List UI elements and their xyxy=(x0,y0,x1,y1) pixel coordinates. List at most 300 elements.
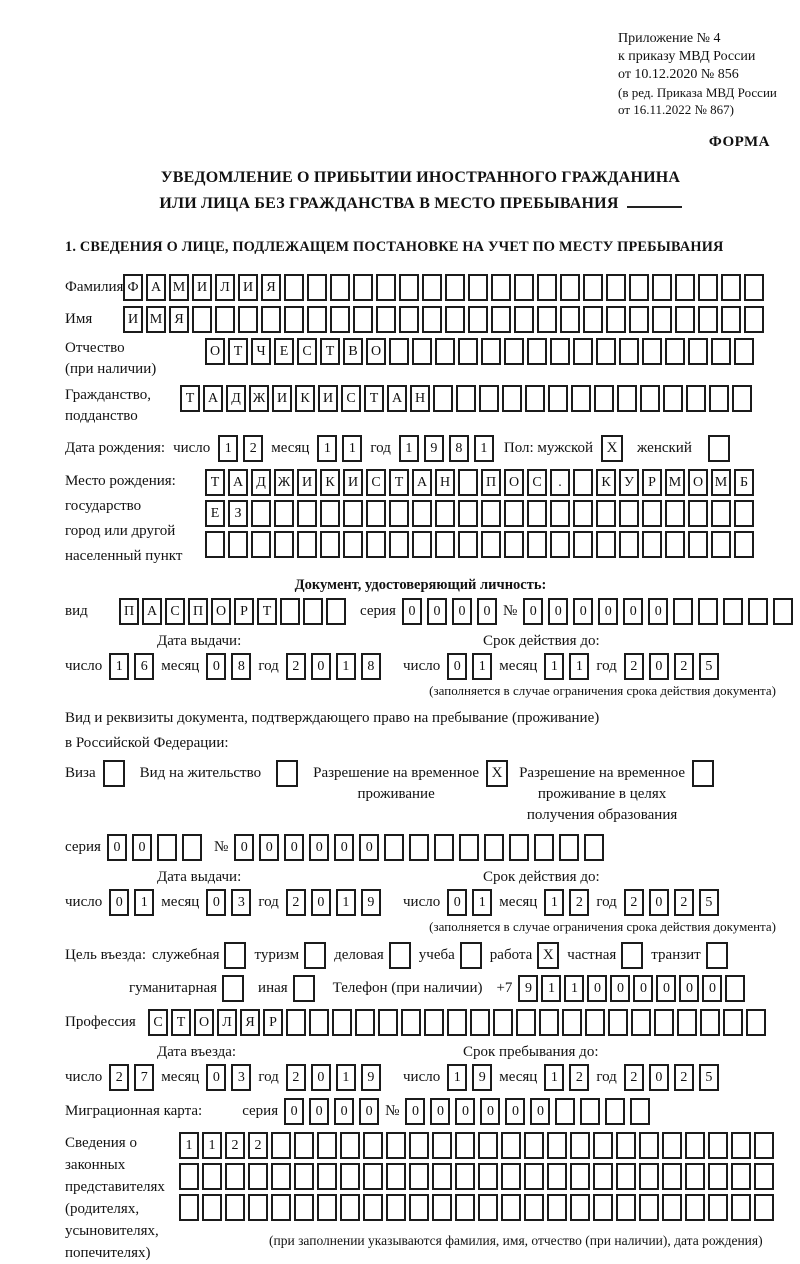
form-cell[interactable]: 1 xyxy=(134,889,154,916)
form-cell[interactable]: И xyxy=(192,274,212,301)
form-cell[interactable] xyxy=(596,500,616,527)
form-cell[interactable] xyxy=(294,1194,314,1221)
form-cell[interactable] xyxy=(271,1194,291,1221)
form-cell[interactable] xyxy=(748,598,768,625)
form-cell[interactable]: Ж xyxy=(274,469,294,496)
form-cell[interactable] xyxy=(744,306,764,333)
form-cell[interactable] xyxy=(458,531,478,558)
form-cell[interactable]: 9 xyxy=(361,1064,381,1091)
form-cell[interactable]: 1 xyxy=(474,435,494,462)
form-cell[interactable] xyxy=(481,338,501,365)
form-cell[interactable]: И xyxy=(238,274,258,301)
form-cell[interactable]: Н xyxy=(410,385,430,412)
form-cell[interactable] xyxy=(675,306,695,333)
form-cell[interactable] xyxy=(340,1163,360,1190)
form-cell[interactable] xyxy=(455,1194,475,1221)
form-cell[interactable]: 0 xyxy=(334,1098,354,1125)
form-cell[interactable] xyxy=(708,1132,728,1159)
form-cell[interactable]: 0 xyxy=(649,889,669,916)
form-cell[interactable]: Т xyxy=(205,469,225,496)
form-cell[interactable]: П xyxy=(119,598,139,625)
form-cell[interactable] xyxy=(734,531,754,558)
form-cell[interactable] xyxy=(434,834,454,861)
form-cell[interactable]: 0 xyxy=(284,1098,304,1125)
form-cell[interactable] xyxy=(202,1194,222,1221)
form-cell[interactable] xyxy=(527,500,547,527)
form-cell[interactable]: 5 xyxy=(699,653,719,680)
form-cell[interactable] xyxy=(363,1163,383,1190)
form-cell[interactable]: 0 xyxy=(427,598,447,625)
form-cell[interactable] xyxy=(445,274,465,301)
form-cell[interactable] xyxy=(639,1163,659,1190)
form-cell[interactable]: 0 xyxy=(109,889,129,916)
form-cell[interactable] xyxy=(202,1163,222,1190)
form-cell[interactable] xyxy=(320,531,340,558)
form-cell[interactable] xyxy=(516,1009,536,1036)
form-cell[interactable]: 1 xyxy=(472,889,492,916)
form-cell[interactable]: 2 xyxy=(674,889,694,916)
form-cell[interactable] xyxy=(685,1163,705,1190)
form-cell[interactable]: 2 xyxy=(286,653,306,680)
form-cell[interactable] xyxy=(698,274,718,301)
form-cell[interactable]: О xyxy=(504,469,524,496)
form-cell[interactable] xyxy=(317,1194,337,1221)
form-cell[interactable] xyxy=(596,531,616,558)
form-cell[interactable] xyxy=(642,338,662,365)
form-cell[interactable]: 0 xyxy=(447,653,467,680)
form-cell[interactable] xyxy=(353,274,373,301)
form-cell[interactable]: К xyxy=(295,385,315,412)
form-cell[interactable]: Л xyxy=(217,1009,237,1036)
form-cell[interactable] xyxy=(399,306,419,333)
form-cell[interactable]: 0 xyxy=(402,598,422,625)
form-cell[interactable] xyxy=(711,500,731,527)
form-cell[interactable] xyxy=(363,1194,383,1221)
form-cell[interactable] xyxy=(555,1098,575,1125)
form-cell[interactable] xyxy=(353,306,373,333)
form-cell[interactable] xyxy=(709,385,729,412)
form-cell[interactable]: 2 xyxy=(624,889,644,916)
form-cell[interactable] xyxy=(215,306,235,333)
form-cell[interactable]: 1 xyxy=(202,1132,222,1159)
form-cell[interactable]: 0 xyxy=(259,834,279,861)
form-cell[interactable] xyxy=(340,1194,360,1221)
form-cell[interactable] xyxy=(251,500,271,527)
form-cell[interactable] xyxy=(686,385,706,412)
form-cell[interactable] xyxy=(619,338,639,365)
form-cell[interactable] xyxy=(606,274,626,301)
form-cell[interactable] xyxy=(685,1132,705,1159)
form-cell[interactable] xyxy=(629,306,649,333)
form-cell[interactable]: 9 xyxy=(424,435,444,462)
form-cell[interactable]: 2 xyxy=(674,653,694,680)
form-cell[interactable]: 0 xyxy=(623,598,643,625)
form-cell[interactable]: И xyxy=(343,469,363,496)
form-cell[interactable] xyxy=(491,274,511,301)
form-cell[interactable] xyxy=(539,1009,559,1036)
residence-permit-checkbox[interactable] xyxy=(276,760,298,787)
form-cell[interactable] xyxy=(746,1009,766,1036)
form-cell[interactable] xyxy=(481,531,501,558)
form-cell[interactable]: С xyxy=(297,338,317,365)
form-cell[interactable] xyxy=(642,500,662,527)
form-cell[interactable]: А xyxy=(228,469,248,496)
form-cell[interactable] xyxy=(547,1132,567,1159)
form-cell[interactable] xyxy=(479,385,499,412)
form-cell[interactable] xyxy=(332,1009,352,1036)
form-cell[interactable] xyxy=(340,1132,360,1159)
form-cell[interactable] xyxy=(596,338,616,365)
form-cell[interactable] xyxy=(261,306,281,333)
form-cell[interactable]: 1 xyxy=(544,653,564,680)
form-cell[interactable]: М xyxy=(169,274,189,301)
form-cell[interactable]: 1 xyxy=(399,435,419,462)
form-cell[interactable] xyxy=(484,834,504,861)
form-cell[interactable] xyxy=(708,1163,728,1190)
form-cell[interactable] xyxy=(524,1194,544,1221)
form-cell[interactable]: Л xyxy=(215,274,235,301)
form-cell[interactable] xyxy=(584,834,604,861)
form-cell[interactable] xyxy=(559,834,579,861)
form-cell[interactable] xyxy=(459,834,479,861)
form-cell[interactable] xyxy=(616,1194,636,1221)
form-cell[interactable]: 2 xyxy=(109,1064,129,1091)
form-cell[interactable]: 6 xyxy=(134,653,154,680)
form-cell[interactable]: 9 xyxy=(361,889,381,916)
form-cell[interactable] xyxy=(688,338,708,365)
form-cell[interactable] xyxy=(478,1194,498,1221)
form-cell[interactable] xyxy=(307,306,327,333)
form-cell[interactable]: А xyxy=(142,598,162,625)
purpose-other-checkbox[interactable] xyxy=(293,975,315,1002)
form-cell[interactable] xyxy=(455,1163,475,1190)
form-cell[interactable]: 0 xyxy=(405,1098,425,1125)
form-cell[interactable]: 0 xyxy=(309,1098,329,1125)
form-cell[interactable] xyxy=(617,385,637,412)
form-cell[interactable] xyxy=(297,531,317,558)
form-cell[interactable] xyxy=(478,1163,498,1190)
form-cell[interactable] xyxy=(192,306,212,333)
form-cell[interactable] xyxy=(673,598,693,625)
form-cell[interactable] xyxy=(330,274,350,301)
form-cell[interactable] xyxy=(504,338,524,365)
form-cell[interactable] xyxy=(593,1132,613,1159)
purpose-transit-checkbox[interactable] xyxy=(706,942,728,969)
form-cell[interactable] xyxy=(663,385,683,412)
form-cell[interactable]: 1 xyxy=(109,653,129,680)
form-cell[interactable] xyxy=(424,1009,444,1036)
form-cell[interactable] xyxy=(491,306,511,333)
form-cell[interactable]: К xyxy=(596,469,616,496)
form-cell[interactable] xyxy=(326,598,346,625)
form-cell[interactable]: М xyxy=(711,469,731,496)
form-cell[interactable] xyxy=(330,306,350,333)
form-cell[interactable]: 2 xyxy=(624,653,644,680)
form-cell[interactable]: У xyxy=(619,469,639,496)
form-cell[interactable]: 1 xyxy=(336,889,356,916)
form-cell[interactable] xyxy=(594,385,614,412)
form-cell[interactable] xyxy=(527,338,547,365)
form-cell[interactable] xyxy=(550,500,570,527)
form-cell[interactable] xyxy=(366,500,386,527)
form-cell[interactable]: 0 xyxy=(598,598,618,625)
form-cell[interactable] xyxy=(619,531,639,558)
form-cell[interactable] xyxy=(616,1132,636,1159)
form-cell[interactable]: Т xyxy=(171,1009,191,1036)
form-cell[interactable]: Е xyxy=(205,500,225,527)
form-cell[interactable] xyxy=(179,1194,199,1221)
form-cell[interactable] xyxy=(560,274,580,301)
form-cell[interactable] xyxy=(534,834,554,861)
form-cell[interactable]: 1 xyxy=(336,653,356,680)
form-cell[interactable]: 0 xyxy=(477,598,497,625)
form-cell[interactable] xyxy=(573,531,593,558)
form-cell[interactable] xyxy=(435,531,455,558)
form-cell[interactable]: С xyxy=(341,385,361,412)
form-cell[interactable]: С xyxy=(527,469,547,496)
form-cell[interactable] xyxy=(571,385,591,412)
form-cell[interactable]: Б xyxy=(734,469,754,496)
form-cell[interactable] xyxy=(688,531,708,558)
form-cell[interactable]: 1 xyxy=(569,653,589,680)
form-cell[interactable] xyxy=(608,1009,628,1036)
form-cell[interactable]: 0 xyxy=(359,1098,379,1125)
form-cell[interactable] xyxy=(570,1163,590,1190)
form-cell[interactable] xyxy=(157,834,177,861)
form-cell[interactable] xyxy=(504,500,524,527)
form-cell[interactable] xyxy=(317,1132,337,1159)
form-cell[interactable]: 1 xyxy=(317,435,337,462)
form-cell[interactable] xyxy=(547,1194,567,1221)
form-cell[interactable] xyxy=(271,1163,291,1190)
form-cell[interactable] xyxy=(593,1194,613,1221)
form-cell[interactable]: 0 xyxy=(505,1098,525,1125)
form-cell[interactable] xyxy=(639,1194,659,1221)
form-cell[interactable]: 0 xyxy=(284,834,304,861)
form-cell[interactable]: 1 xyxy=(472,653,492,680)
form-cell[interactable] xyxy=(458,338,478,365)
form-cell[interactable]: Р xyxy=(263,1009,283,1036)
form-cell[interactable] xyxy=(225,1163,245,1190)
form-cell[interactable] xyxy=(606,306,626,333)
form-cell[interactable] xyxy=(504,531,524,558)
form-cell[interactable] xyxy=(502,385,522,412)
form-cell[interactable]: 0 xyxy=(548,598,568,625)
form-cell[interactable] xyxy=(384,834,404,861)
form-cell[interactable] xyxy=(723,1009,743,1036)
form-cell[interactable]: Р xyxy=(642,469,662,496)
form-cell[interactable]: 9 xyxy=(472,1064,492,1091)
form-cell[interactable] xyxy=(754,1132,774,1159)
form-cell[interactable] xyxy=(550,531,570,558)
purpose-humanitarian-checkbox[interactable] xyxy=(222,975,244,1002)
form-cell[interactable]: К xyxy=(320,469,340,496)
form-cell[interactable] xyxy=(458,500,478,527)
form-cell[interactable]: О xyxy=(211,598,231,625)
form-cell[interactable]: Я xyxy=(169,306,189,333)
form-cell[interactable] xyxy=(725,975,745,1002)
form-cell[interactable]: 0 xyxy=(656,975,676,1002)
form-cell[interactable] xyxy=(389,531,409,558)
form-cell[interactable] xyxy=(525,385,545,412)
form-cell[interactable] xyxy=(527,531,547,558)
form-cell[interactable] xyxy=(432,1163,452,1190)
form-cell[interactable]: О xyxy=(194,1009,214,1036)
form-cell[interactable]: 0 xyxy=(206,889,226,916)
form-cell[interactable] xyxy=(309,1009,329,1036)
form-cell[interactable]: 3 xyxy=(231,1064,251,1091)
visa-checkbox[interactable] xyxy=(103,760,125,787)
form-cell[interactable] xyxy=(458,469,478,496)
form-cell[interactable]: 1 xyxy=(544,889,564,916)
form-cell[interactable]: 2 xyxy=(225,1132,245,1159)
form-cell[interactable]: Т xyxy=(228,338,248,365)
form-cell[interactable] xyxy=(378,1009,398,1036)
form-cell[interactable] xyxy=(514,306,534,333)
form-cell[interactable]: А xyxy=(412,469,432,496)
form-cell[interactable] xyxy=(320,500,340,527)
form-cell[interactable] xyxy=(560,306,580,333)
form-cell[interactable]: 1 xyxy=(564,975,584,1002)
form-cell[interactable]: 0 xyxy=(107,834,127,861)
form-cell[interactable] xyxy=(456,385,476,412)
form-cell[interactable] xyxy=(294,1132,314,1159)
form-cell[interactable]: 0 xyxy=(455,1098,475,1125)
form-cell[interactable] xyxy=(401,1009,421,1036)
form-cell[interactable] xyxy=(422,274,442,301)
form-cell[interactable] xyxy=(409,834,429,861)
form-cell[interactable]: 0 xyxy=(234,834,254,861)
form-cell[interactable]: Т xyxy=(364,385,384,412)
form-cell[interactable] xyxy=(376,306,396,333)
form-cell[interactable]: 0 xyxy=(633,975,653,1002)
form-cell[interactable] xyxy=(225,1194,245,1221)
form-cell[interactable] xyxy=(698,306,718,333)
form-cell[interactable]: Е xyxy=(274,338,294,365)
form-cell[interactable] xyxy=(363,1132,383,1159)
form-cell[interactable] xyxy=(570,1132,590,1159)
form-cell[interactable] xyxy=(303,598,323,625)
form-cell[interactable] xyxy=(317,1163,337,1190)
sex-female-checkbox[interactable] xyxy=(708,435,730,462)
form-cell[interactable]: Ф xyxy=(123,274,143,301)
form-cell[interactable]: 9 xyxy=(518,975,538,1002)
form-cell[interactable]: С xyxy=(366,469,386,496)
form-cell[interactable] xyxy=(665,500,685,527)
form-cell[interactable]: 2 xyxy=(248,1132,268,1159)
form-cell[interactable] xyxy=(665,338,685,365)
form-cell[interactable]: М xyxy=(665,469,685,496)
form-cell[interactable] xyxy=(548,385,568,412)
form-cell[interactable] xyxy=(537,306,557,333)
form-cell[interactable] xyxy=(685,1194,705,1221)
form-cell[interactable]: 0 xyxy=(447,889,467,916)
form-cell[interactable] xyxy=(386,1163,406,1190)
form-cell[interactable] xyxy=(688,500,708,527)
form-cell[interactable] xyxy=(284,274,304,301)
form-cell[interactable] xyxy=(386,1132,406,1159)
form-cell[interactable] xyxy=(573,338,593,365)
form-cell[interactable]: 0 xyxy=(587,975,607,1002)
form-cell[interactable] xyxy=(675,274,695,301)
form-cell[interactable] xyxy=(642,531,662,558)
form-cell[interactable]: Д xyxy=(251,469,271,496)
form-cell[interactable] xyxy=(585,1009,605,1036)
purpose-tourism-checkbox[interactable] xyxy=(304,942,326,969)
form-cell[interactable]: А xyxy=(387,385,407,412)
form-cell[interactable] xyxy=(493,1009,513,1036)
form-cell[interactable] xyxy=(580,1098,600,1125)
purpose-private-checkbox[interactable] xyxy=(621,942,643,969)
form-cell[interactable]: И xyxy=(318,385,338,412)
form-cell[interactable] xyxy=(389,500,409,527)
form-cell[interactable] xyxy=(179,1163,199,1190)
form-cell[interactable]: И xyxy=(272,385,292,412)
form-cell[interactable] xyxy=(583,274,603,301)
form-cell[interactable] xyxy=(355,1009,375,1036)
form-cell[interactable]: 0 xyxy=(610,975,630,1002)
form-cell[interactable] xyxy=(573,500,593,527)
form-cell[interactable]: И xyxy=(297,469,317,496)
form-cell[interactable] xyxy=(228,531,248,558)
form-cell[interactable]: О xyxy=(366,338,386,365)
form-cell[interactable] xyxy=(524,1163,544,1190)
form-cell[interactable] xyxy=(386,1194,406,1221)
form-cell[interactable] xyxy=(409,1194,429,1221)
form-cell[interactable]: 0 xyxy=(530,1098,550,1125)
form-cell[interactable] xyxy=(509,834,529,861)
form-cell[interactable]: 5 xyxy=(699,1064,719,1091)
form-cell[interactable] xyxy=(754,1163,774,1190)
form-cell[interactable] xyxy=(274,531,294,558)
form-cell[interactable] xyxy=(619,500,639,527)
form-cell[interactable]: 2 xyxy=(569,1064,589,1091)
form-cell[interactable] xyxy=(435,500,455,527)
form-cell[interactable] xyxy=(570,1194,590,1221)
form-cell[interactable] xyxy=(721,306,741,333)
form-cell[interactable] xyxy=(478,1132,498,1159)
form-cell[interactable] xyxy=(698,598,718,625)
form-cell[interactable]: 1 xyxy=(541,975,561,1002)
form-cell[interactable]: 2 xyxy=(286,889,306,916)
form-cell[interactable] xyxy=(455,1132,475,1159)
form-cell[interactable]: Ж xyxy=(249,385,269,412)
form-cell[interactable] xyxy=(734,500,754,527)
form-cell[interactable] xyxy=(734,338,754,365)
form-cell[interactable] xyxy=(665,531,685,558)
form-cell[interactable]: . xyxy=(550,469,570,496)
form-cell[interactable]: Н xyxy=(435,469,455,496)
form-cell[interactable] xyxy=(481,500,501,527)
form-cell[interactable]: И xyxy=(123,306,143,333)
form-cell[interactable] xyxy=(445,306,465,333)
form-cell[interactable] xyxy=(616,1163,636,1190)
form-cell[interactable]: Т xyxy=(257,598,277,625)
form-cell[interactable]: А xyxy=(146,274,166,301)
form-cell[interactable] xyxy=(248,1163,268,1190)
form-cell[interactable] xyxy=(732,385,752,412)
form-cell[interactable]: О xyxy=(688,469,708,496)
form-cell[interactable] xyxy=(409,1132,429,1159)
form-cell[interactable] xyxy=(284,306,304,333)
form-cell[interactable] xyxy=(583,306,603,333)
form-cell[interactable] xyxy=(280,598,300,625)
form-cell[interactable]: 0 xyxy=(206,1064,226,1091)
form-cell[interactable] xyxy=(409,1163,429,1190)
form-cell[interactable]: 2 xyxy=(624,1064,644,1091)
form-cell[interactable]: 2 xyxy=(286,1064,306,1091)
form-cell[interactable]: С xyxy=(148,1009,168,1036)
